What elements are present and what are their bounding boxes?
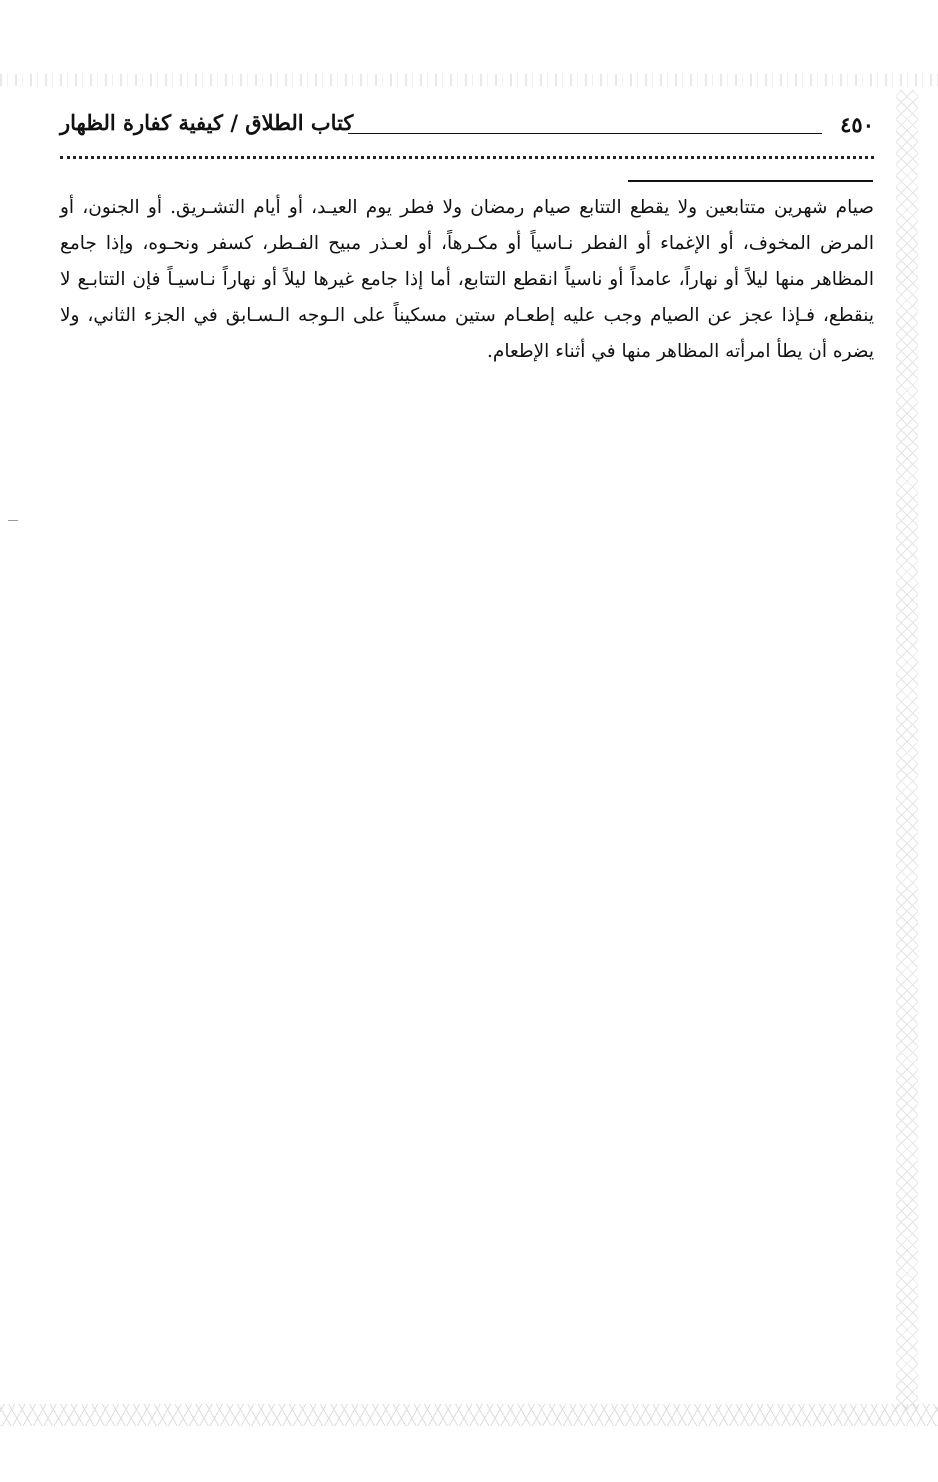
header-rule — [348, 133, 822, 134]
scan-border-bottom — [0, 1404, 938, 1426]
scan-noise-top — [0, 74, 938, 86]
body-paragraph: صيام شهرين متتابعين ولا يقطع التتابع صيام رمضان ولا فطر يوم العيـد، أو أيام التشـريق. أو الجنون، أو المرض المخوف، أو الإغماء أو الفطر نـاسياً أو مكـرهاً، أو لعـذر مبيح الفـطر، كسفر ونحـوه، وإذا جامع المظاهر منها ليلاً أو نهاراً، عامداً أو ناسياً انقطع التتابع، أما إذا جامع غيرها ليلاً أو نهاراً نـاسيـاً فإن التتابـع لا ينقطع، فـإذا عجز عن الصيام وجب عليه إطعـام ستين مسكيناً على الـوجه الـسـابق في الجزء الثاني، ولا يضره أن يطأ امرأته المظاهر منها في أثناء الإطعام. — [60, 197, 874, 362]
scan-border-right — [896, 90, 918, 1410]
page-number: ٤٥٠ — [840, 112, 874, 137]
page-header — [60, 110, 874, 146]
body-text — [60, 190, 874, 370]
section-rule — [628, 180, 873, 182]
running-title: كتاب الطلاق / كيفية كفارة الظهار — [60, 110, 354, 135]
dotted-divider — [60, 156, 874, 159]
scan-mark — [8, 520, 18, 521]
